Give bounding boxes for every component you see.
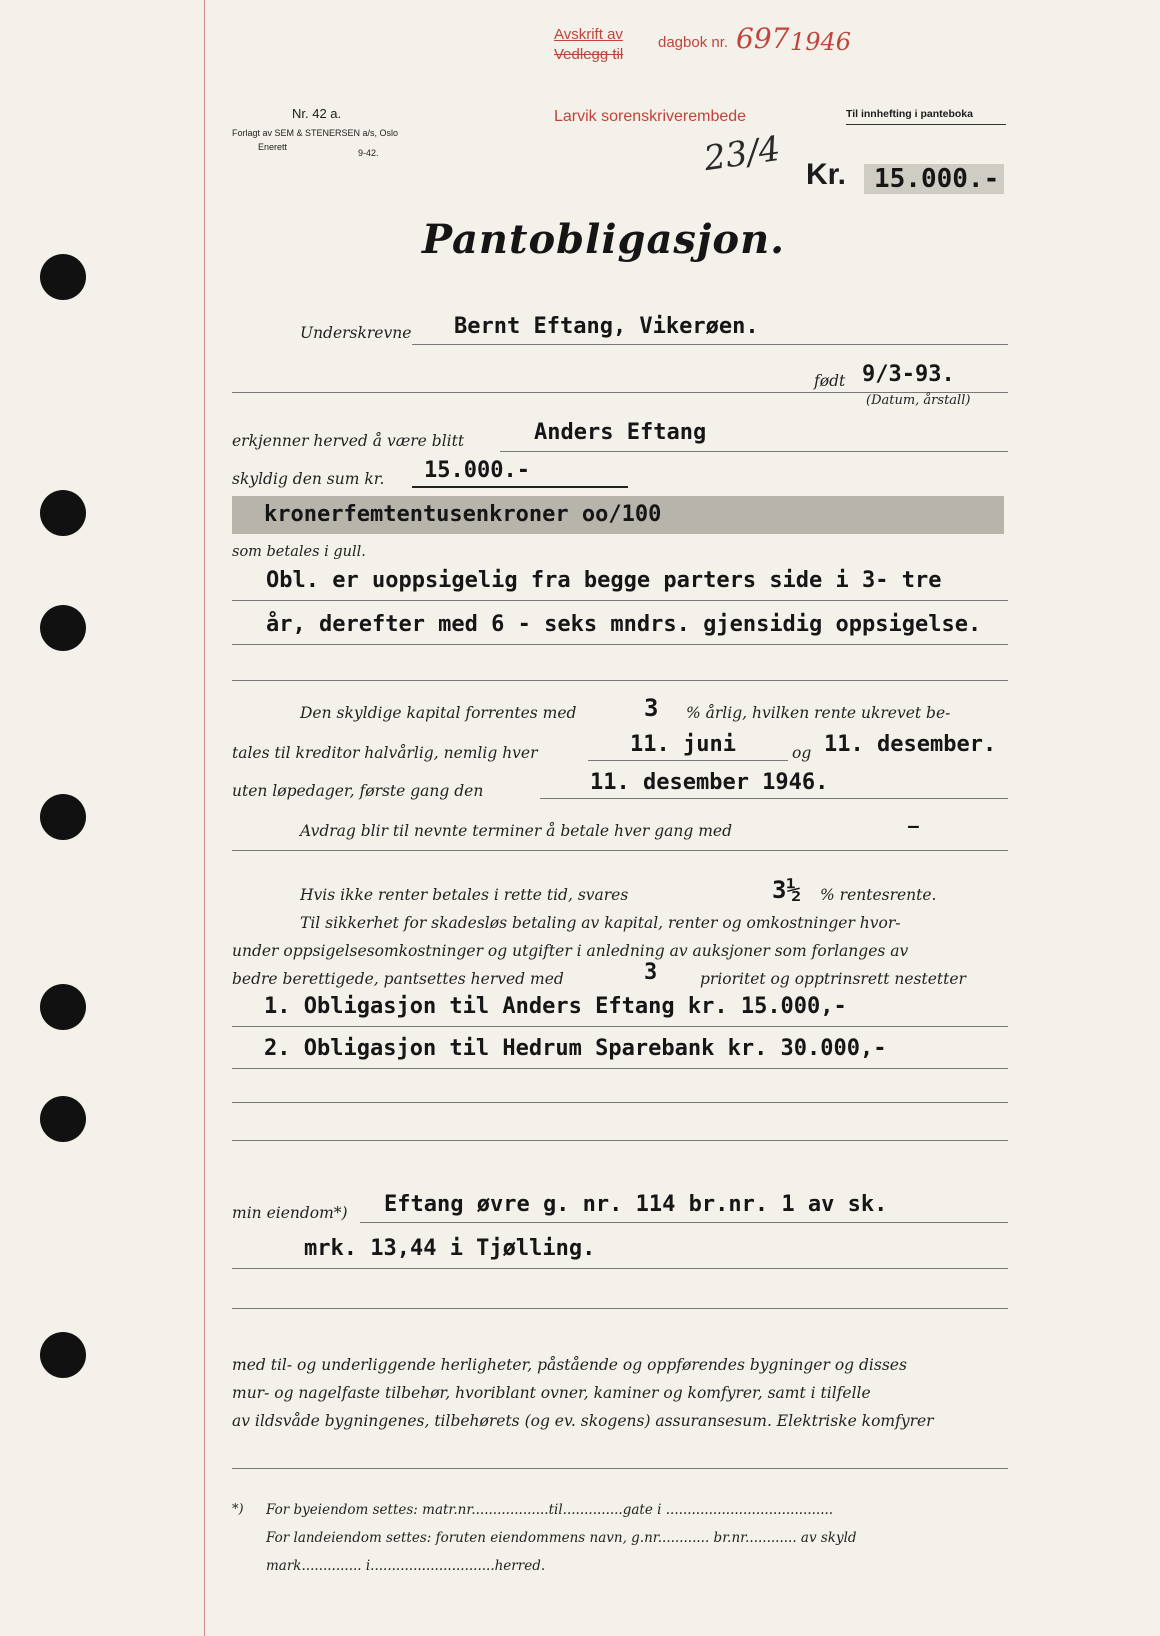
margin-line: [204, 0, 205, 1636]
born-label: født: [814, 372, 846, 390]
security-text-2: under oppsigelsesomkostninger og utgifter i anledning av auksjoner som forlanges av: [232, 942, 909, 960]
avdrag-value: —: [908, 816, 919, 837]
born-hint: (Datum, årstall): [866, 393, 971, 408]
footnote-line-2: For landeiendom settes: foruten eiendommens navn, g.nr............ br.nr............ av skyld: [266, 1530, 857, 1546]
undersigned-label: Underskrevne: [300, 324, 412, 342]
terms-line-2: år, derefter med 6 - seks mndrs. gjensidig oppsigelse.: [266, 612, 982, 637]
terms-line-1: Obl. er uoppsigelig fra begge parters side i 3- tre: [266, 568, 942, 593]
terms-rule-2: [232, 644, 1008, 645]
acknowledges-label: erkjenner herved å være blitt: [232, 432, 465, 450]
handwritten-date: 23/4: [701, 128, 783, 180]
publisher-enerett: Enerett: [258, 142, 288, 152]
property-label: min eiendom*): [232, 1204, 348, 1222]
interest-date-1: 11. juni: [630, 732, 736, 757]
security-text-3a: bedre berettigede, pantsettes herved med: [232, 970, 564, 988]
terms-rule-3: [232, 680, 1008, 681]
stamp-dagbok: dagbok nr.: [658, 34, 729, 51]
footnote-line-3: mark.............. i.............................herred.: [266, 1558, 546, 1574]
stamp-office: Larvik sorenskriverembede: [554, 108, 747, 125]
punch-hole: [40, 1332, 86, 1378]
publisher-line: Forlagt av SEM & STENERSEN a/s, Oslo: [232, 128, 399, 138]
interest-text-1: Den skyldige kapital forrentes med: [300, 704, 577, 722]
interest-date-1-line: [588, 760, 788, 761]
top-right-note: Til innhefting i panteboka: [846, 108, 973, 120]
avdrag-text: Avdrag blir til nevnte terminer å betale hver gang med: [300, 822, 732, 840]
note-underline: [846, 124, 1006, 125]
avdrag-rule: [232, 850, 1008, 851]
punch-hole: [40, 254, 86, 300]
stamp-vedlegg: Vedlegg til: [554, 46, 624, 63]
owes-value: 15.000.-: [424, 458, 530, 483]
punch-hole: [40, 1096, 86, 1142]
interest-date-2: 11. desember.: [824, 732, 997, 757]
punch-hole: [40, 984, 86, 1030]
interest-og: og: [792, 744, 812, 762]
security-text-1: Til sikkerhet for skadesløs betaling av kapital, renter og omkostninger hvor-: [300, 914, 901, 932]
payable-label: som betales i gull.: [232, 544, 366, 560]
interest-text-2: % årlig, hvilken rente ukrevet be-: [686, 704, 951, 722]
lien-rule-4: [232, 1140, 1008, 1141]
footnote-line-1: For byeiendom settes: matr.nr..................til..............gate i .......................................: [266, 1502, 834, 1518]
property-rule-3: [232, 1308, 1008, 1309]
property-rule-1: [360, 1222, 1008, 1223]
property-rule-2: [232, 1268, 1008, 1269]
kr-label: Kr.: [806, 158, 847, 191]
publisher-date: 9-42.: [358, 148, 379, 158]
interest-text-3: tales til kreditor halvårlig, nemlig hver: [232, 744, 538, 762]
lien-rule-3: [232, 1102, 1008, 1103]
clause-line-1: med til- og underliggende herligheter, påstående og oppførendes bygninger og disses: [232, 1356, 907, 1374]
form-number: Nr. 42 a.: [292, 106, 342, 121]
clause-line-3: av ildsvåde bygningenes, tilbehørets (og ev. skogens) assuransesum. Elektriske komfyrer: [232, 1412, 934, 1430]
clause-rule: [232, 1468, 1008, 1469]
property-line-2: mrk. 13,44 i Tjølling.: [304, 1236, 596, 1261]
late-text-1: Hvis ikke renter betales i rette tid, svares: [300, 886, 629, 904]
clause-line-2: mur- og nagelfaste tilbehør, hvoriblant ovner, kaminer og komfyrer, samt i tilfelle: [232, 1384, 871, 1402]
creditor-line: [500, 451, 1008, 452]
owes-label: skyldig den sum kr.: [232, 470, 385, 488]
lien-rule-2: [232, 1068, 1008, 1069]
document-title: Pantobligasjon.: [422, 216, 786, 263]
lien-rule-1: [232, 1026, 1008, 1027]
interest-text-4: uten løpedager, første gang den: [232, 782, 484, 800]
undersigned-value: Bernt Eftang, Vikerøen.: [454, 314, 759, 339]
stamp-avskrift: Avskrift av: [554, 26, 623, 43]
born-value: 9/3-93.: [862, 362, 955, 387]
punch-hole: [40, 794, 86, 840]
priority-value: 3: [644, 960, 658, 985]
punch-hole: [40, 605, 86, 651]
late-text-2: % rentesrente.: [820, 886, 937, 904]
interest-rate: 3: [644, 694, 659, 722]
lien-item-1: 1. Obligasjon til Anders Eftang kr. 15.000,-: [264, 994, 847, 1019]
creditor-value: Anders Eftang: [534, 420, 707, 445]
punch-hole: [40, 490, 86, 536]
property-line-1: Eftang øvre g. nr. 114 br.nr. 1 av sk.: [384, 1192, 888, 1217]
late-rate: 3½: [772, 876, 801, 904]
kr-amount: 15.000.-: [874, 164, 1000, 194]
owes-line: [412, 486, 628, 488]
dagbok-year: 1946: [790, 28, 852, 56]
dagbok-number: 697: [736, 22, 790, 55]
security-text-3b: prioritet og opptrinsrett nestetter: [700, 970, 966, 988]
footnote-star: *): [232, 1502, 244, 1517]
terms-rule-1: [232, 600, 1008, 601]
undersigned-line: [412, 344, 1008, 345]
lien-item-2: 2. Obligasjon til Hedrum Sparebank kr. 30.000,-: [264, 1036, 887, 1061]
first-date-line: [540, 798, 1008, 799]
amount-words: kronerfemtentusenkroner oo/100: [264, 502, 662, 527]
first-payment-date: 11. desember 1946.: [590, 770, 829, 795]
